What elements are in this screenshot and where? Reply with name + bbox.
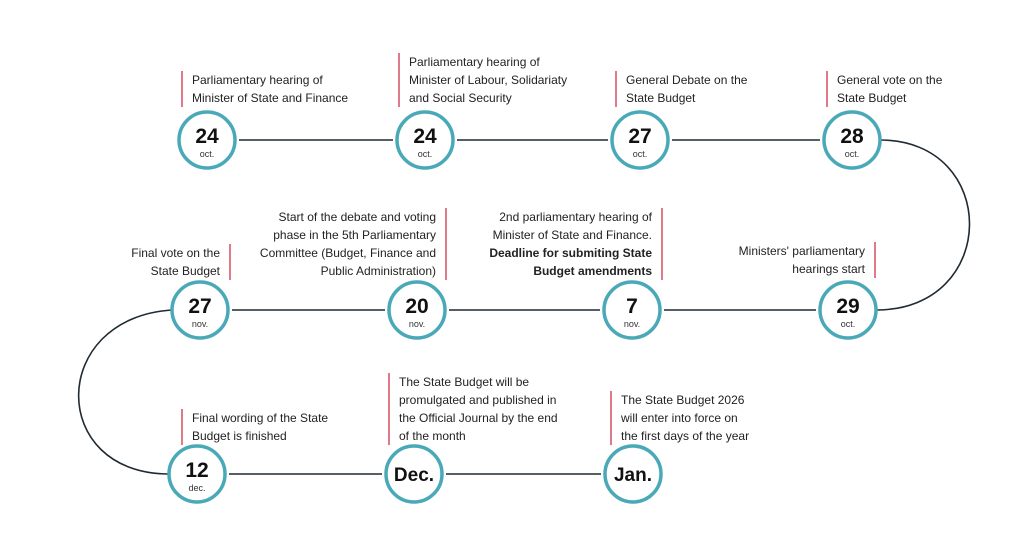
date-node-number: 24 — [413, 125, 437, 148]
caption-line: Final vote on the — [131, 246, 220, 260]
event-caption — [260, 208, 447, 280]
date-node — [179, 112, 235, 168]
caption-line: the first days of the year — [621, 429, 750, 443]
caption-line: Minister of Labour, Solidariaty — [409, 73, 568, 87]
caption-line: promulgated and published in — [399, 393, 557, 407]
caption-line-bold: Deadline for submiting State — [489, 246, 652, 260]
caption-line: phase in the 5th Parliamentary — [273, 228, 436, 242]
caption-line: State Budget — [626, 91, 696, 105]
date-node — [605, 446, 661, 502]
date-node-number: Dec. — [393, 465, 435, 486]
caption-line: Budget is finished — [192, 429, 287, 443]
date-node-unit: nov. — [623, 319, 641, 329]
date-node — [612, 112, 668, 168]
date-node-unit: oct. — [844, 149, 860, 159]
date-node — [169, 446, 225, 502]
caption-line: The State Budget 2026 — [621, 393, 745, 407]
caption-line: Committee (Budget, Finance and — [259, 246, 436, 260]
date-node-number: 12 — [185, 459, 209, 482]
caption-line: 2nd parliamentary hearing of — [499, 210, 652, 224]
date-node-unit: oct. — [632, 149, 648, 159]
caption-line: the Official Journal by the end — [399, 411, 558, 425]
date-node-unit: oct. — [199, 149, 215, 159]
date-node-unit: oct. — [840, 319, 856, 329]
caption-line: General vote on the — [837, 73, 943, 87]
event-caption — [398, 53, 567, 107]
date-node-unit: oct. — [417, 149, 433, 159]
caption-line: Parliamentary hearing of — [409, 55, 540, 69]
date-node-number: 29 — [836, 295, 860, 318]
date-node — [172, 282, 228, 338]
connector-curve-left — [79, 310, 172, 474]
date-node-number: 27 — [188, 295, 212, 318]
event-caption — [388, 373, 558, 445]
event-caption — [181, 409, 328, 445]
date-node-unit: nov. — [408, 319, 426, 329]
event-caption — [131, 244, 231, 280]
caption-line: The State Budget will be — [399, 375, 530, 389]
caption-line: Minister of State and Finance — [192, 91, 349, 105]
caption-line: Ministers' parliamentary — [738, 244, 865, 258]
caption-line: Final wording of the State — [192, 411, 329, 425]
caption-line-bold: Budget amendments — [533, 264, 652, 278]
connector-curve-right — [876, 140, 970, 310]
date-node — [389, 282, 445, 338]
caption-line: Minister of State and Finance. — [492, 228, 652, 242]
date-node — [397, 112, 453, 168]
event-caption — [181, 71, 348, 107]
date-node — [820, 282, 876, 338]
event-caption — [739, 242, 876, 278]
caption-line: General Debate on the — [626, 73, 748, 87]
caption-line: and Social Security — [409, 91, 512, 105]
date-node-number: 7 — [626, 295, 638, 318]
date-node — [386, 446, 442, 502]
date-node-number: 28 — [840, 125, 864, 148]
caption-line: will enter into force on — [621, 411, 738, 425]
date-node-number: 27 — [628, 125, 652, 148]
event-caption — [610, 391, 749, 445]
caption-line: of the month — [399, 429, 466, 443]
date-node — [604, 282, 660, 338]
caption-line: Parliamentary hearing of — [192, 73, 323, 87]
date-node — [824, 112, 880, 168]
caption-line: Public Administration) — [320, 264, 436, 278]
caption-line: State Budget — [150, 264, 220, 278]
date-node-number: Jan. — [613, 465, 653, 486]
date-node-number: 20 — [405, 295, 429, 318]
caption-line: State Budget — [837, 91, 907, 105]
caption-line: Start of the debate and voting — [278, 210, 436, 224]
event-caption — [489, 208, 663, 280]
date-node-number: 24 — [195, 125, 219, 148]
caption-line: hearings start — [792, 262, 865, 276]
date-node-unit: nov. — [191, 319, 209, 329]
event-caption — [826, 71, 942, 107]
date-node-unit: dec. — [188, 483, 206, 493]
event-caption — [615, 71, 747, 107]
